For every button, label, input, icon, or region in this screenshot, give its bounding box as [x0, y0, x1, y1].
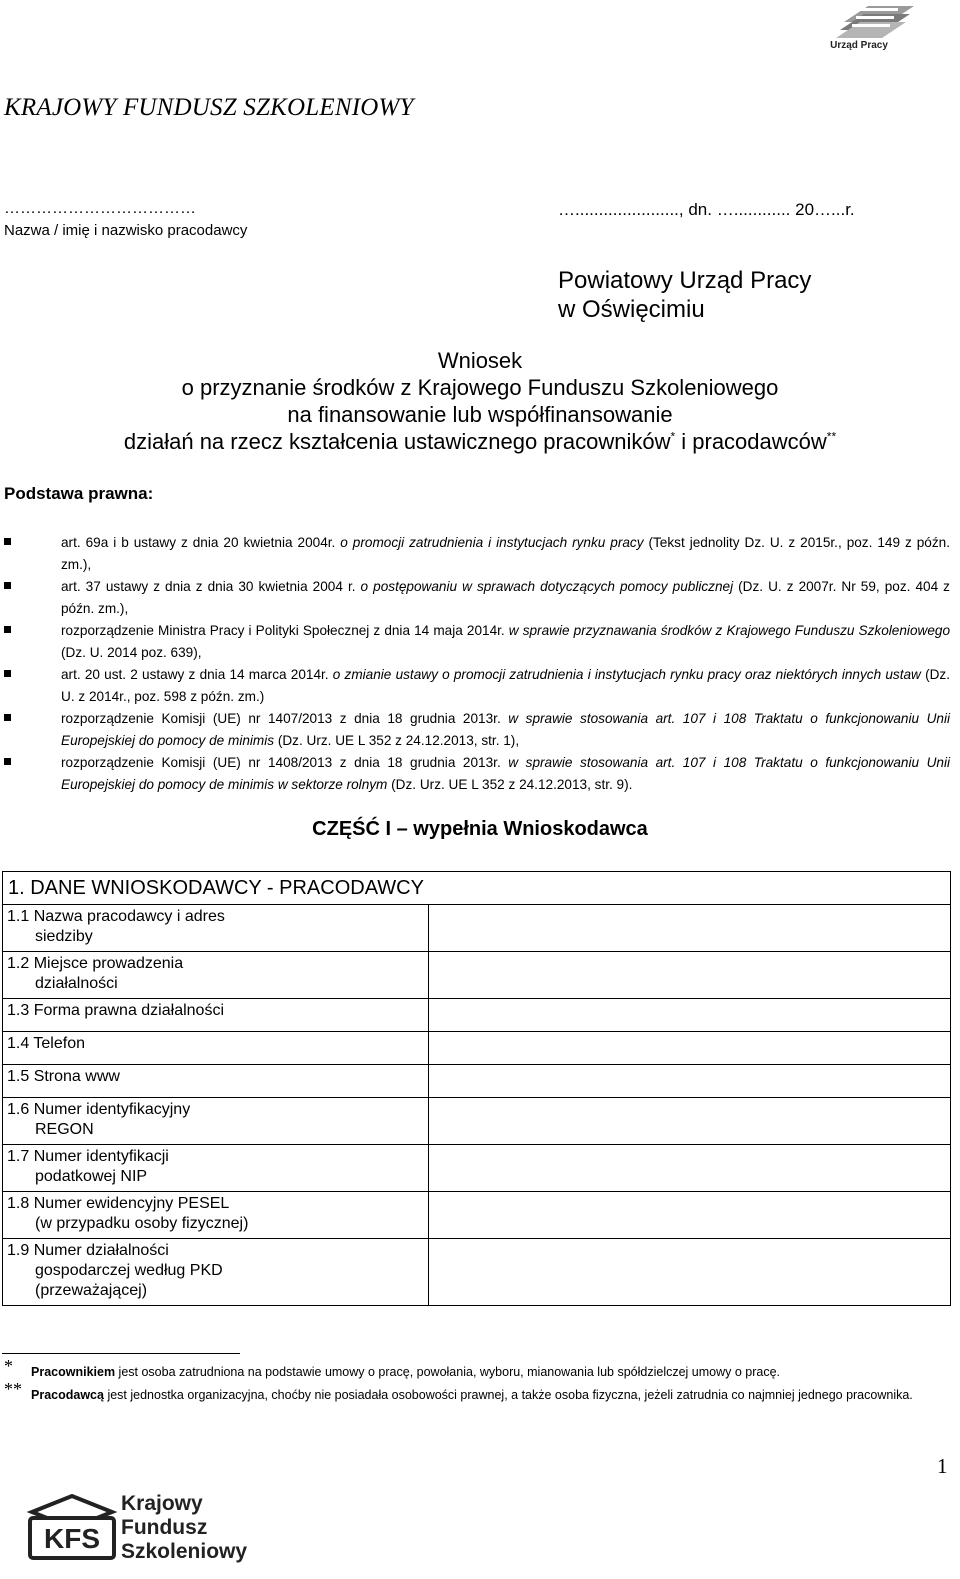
row-label: 1.5 Strona www — [3, 1065, 429, 1098]
heading-sup-1: * — [670, 429, 676, 444]
heading-line-4 — [0, 428, 960, 455]
table-row — [3, 1239, 951, 1306]
table-row — [3, 905, 951, 952]
field-pkd[interactable] — [429, 1239, 951, 1306]
office-line-2: w Oświęcimiu — [558, 296, 705, 323]
page-number: 1 — [937, 1454, 948, 1478]
bullet-square-icon — [4, 670, 11, 677]
legal-basis-item: art. 20 ust. 2 ustawy z dnia 14 marca 2014r. o zmianie ustawy o promocji zatrudnienia i instytucjach rynku pracy oraz niektórych innych ustaw (Dz. U. z 2014r., poz. 598 z późn. zm.) — [4, 664, 950, 708]
table-row — [3, 1145, 951, 1192]
bullet-square-icon — [4, 582, 11, 589]
section-title: 1. DANE WNIOSKODAWCY - PRACODAWCY — [3, 872, 429, 905]
field-website[interactable] — [429, 1065, 951, 1098]
field-employer-name-address[interactable] — [429, 905, 951, 952]
bullet-square-icon — [4, 758, 11, 765]
row-label: 1.7 Numer identyfikacji podatkowej NIP — [3, 1145, 429, 1192]
kfs-logo-icon — [24, 1494, 120, 1564]
legal-basis-item: rozporządzenie Ministra Pracy i Polityki Społecznej z dnia 14 maja 2014r. w sprawie przyznawania środków z Krajowego Funduszu Szkoleniowego (Dz. U. 2014 poz. 639), — [4, 620, 950, 664]
footnote-employer: ** Pracodawcą jest jednostka organizacyjna, choćby nie posiadała osobowości prawnej, a także osoba fizyczna, jeżeli zatrudnia co najmniej jednego pracownika. — [4, 1379, 913, 1402]
field-pesel[interactable] — [429, 1192, 951, 1239]
employer-name-caption: Nazwa / imię i nazwisko pracodawcy — [4, 222, 248, 239]
kfs-line-3: Szkoleniowy — [121, 1540, 248, 1563]
legal-basis-item: rozporządzenie Komisji (UE) nr 1407/2013 z dnia 18 grudnia 2013r. w sprawie stosowania art. 107 i 108 Traktatu o funkcjonowaniu Unii Europejskiej do pomocy de minimis (Dz. Urz. UE L 352 z 24.12.2013, str. 1), — [4, 708, 950, 752]
bullet-square-icon — [4, 626, 11, 633]
row-label: 1.8 Numer ewidencyjny PESEL (w przypadku osoby fizycznej) — [3, 1192, 429, 1239]
table-row — [3, 999, 951, 1032]
field-business-location[interactable] — [429, 952, 951, 999]
field-nip[interactable] — [429, 1145, 951, 1192]
kfs-line-1: Krajowy — [121, 1492, 203, 1515]
heading-line-3: na finansowanie lub współfinansowanie — [287, 402, 673, 427]
footnote-separator — [2, 1353, 240, 1354]
heading-line-4a: działań na rzecz kształcenia ustawicznego pracowników — [123, 429, 671, 454]
row-label: 1.9 Numer działalności gospodarczej według PKD (przeważającej) — [3, 1239, 429, 1306]
place-date-line: …......................, dn. …............ 20…...r. — [558, 200, 855, 219]
section-title-fill — [429, 872, 951, 905]
row-label: 1.3 Forma prawna działalności — [3, 999, 429, 1032]
employer-name-dots: ……………………………… — [4, 200, 196, 217]
legal-basis-item: art. 69a i b ustawy z dnia 20 kwietnia 2004r. o promocji zatrudnienia i instytucjach rynku pracy (Tekst jednolity Dz. U. z 2015r., poz. 149 z późn. zm.), — [4, 532, 950, 576]
bullet-square-icon — [4, 714, 11, 721]
footnote-employee: * Pracownikiem jest osoba zatrudniona na podstawie umowy o pracę, powołania, wyboru, mianowania lub spółdzielczej umowy o pracę. — [4, 1356, 781, 1379]
table-row — [3, 952, 951, 999]
part-title: CZĘŚĆ I – wypełnia Wnioskodawca — [312, 818, 648, 840]
table-row — [3, 1032, 951, 1065]
heading-sup-2: ** — [826, 429, 837, 444]
row-label: 1.2 Miejsce prowadzenia działalności — [3, 952, 429, 999]
table-row — [3, 1192, 951, 1239]
field-legal-form[interactable] — [429, 999, 951, 1032]
legal-basis-list — [4, 532, 950, 796]
legal-basis-item: rozporządzenie Komisji (UE) nr 1408/2013 z dnia 18 grudnia 2013r. w sprawie stosowania art. 107 i 108 Traktatu o funkcjonowaniu Unii Europejskiej do pomocy de minimis w sektorze rolnym (Dz. Urz. UE L 352 z 24.12.2013, str. 9). — [4, 752, 950, 796]
legal-basis-item: art. 37 ustawy z dnia z dnia 30 kwietnia 2004 r. o postępowaniu w sprawach dotyczących pomocy publicznej (Dz. U. z 2007r. Nr 59, poz. 404 z późn. zm.), — [4, 576, 950, 620]
row-label: 1.1 Nazwa pracodawcy i adres siedziby — [3, 905, 429, 952]
kfs-logo-abbr: KFS — [44, 1523, 100, 1554]
field-phone[interactable] — [429, 1032, 951, 1065]
applicant-data-table — [2, 871, 951, 1306]
bullet-square-icon — [4, 538, 11, 545]
kfs-logo-text — [121, 1492, 247, 1564]
footnote-mark: * — [4, 1356, 13, 1376]
heading-line-1: Wniosek — [437, 348, 523, 373]
office-address — [558, 266, 811, 324]
heading-line-4b: i pracodawców — [675, 429, 827, 454]
row-label: 1.4 Telefon — [3, 1032, 429, 1065]
fund-title: KRAJOWY FUNDUSZ SZKOLENIOWY — [4, 94, 414, 121]
table-row — [3, 1065, 951, 1098]
application-heading — [0, 347, 960, 455]
row-label: 1.6 Numer identyfikacyjny REGON — [3, 1098, 429, 1145]
footnote-mark: ** — [4, 1379, 22, 1399]
office-line-1: Powiatowy Urząd Pracy — [558, 267, 812, 294]
urzad-pracy-logo-text: Urząd Pracy — [830, 40, 888, 51]
legal-basis-label: Podstawa prawna: — [4, 484, 154, 503]
field-regon[interactable] — [429, 1098, 951, 1145]
heading-line-2: o przyznanie środków z Krajowego Funduszu Szkoleniowego — [181, 375, 779, 400]
table-row — [3, 872, 951, 905]
kfs-line-2: Fundusz — [121, 1516, 208, 1539]
table-row — [3, 1098, 951, 1145]
